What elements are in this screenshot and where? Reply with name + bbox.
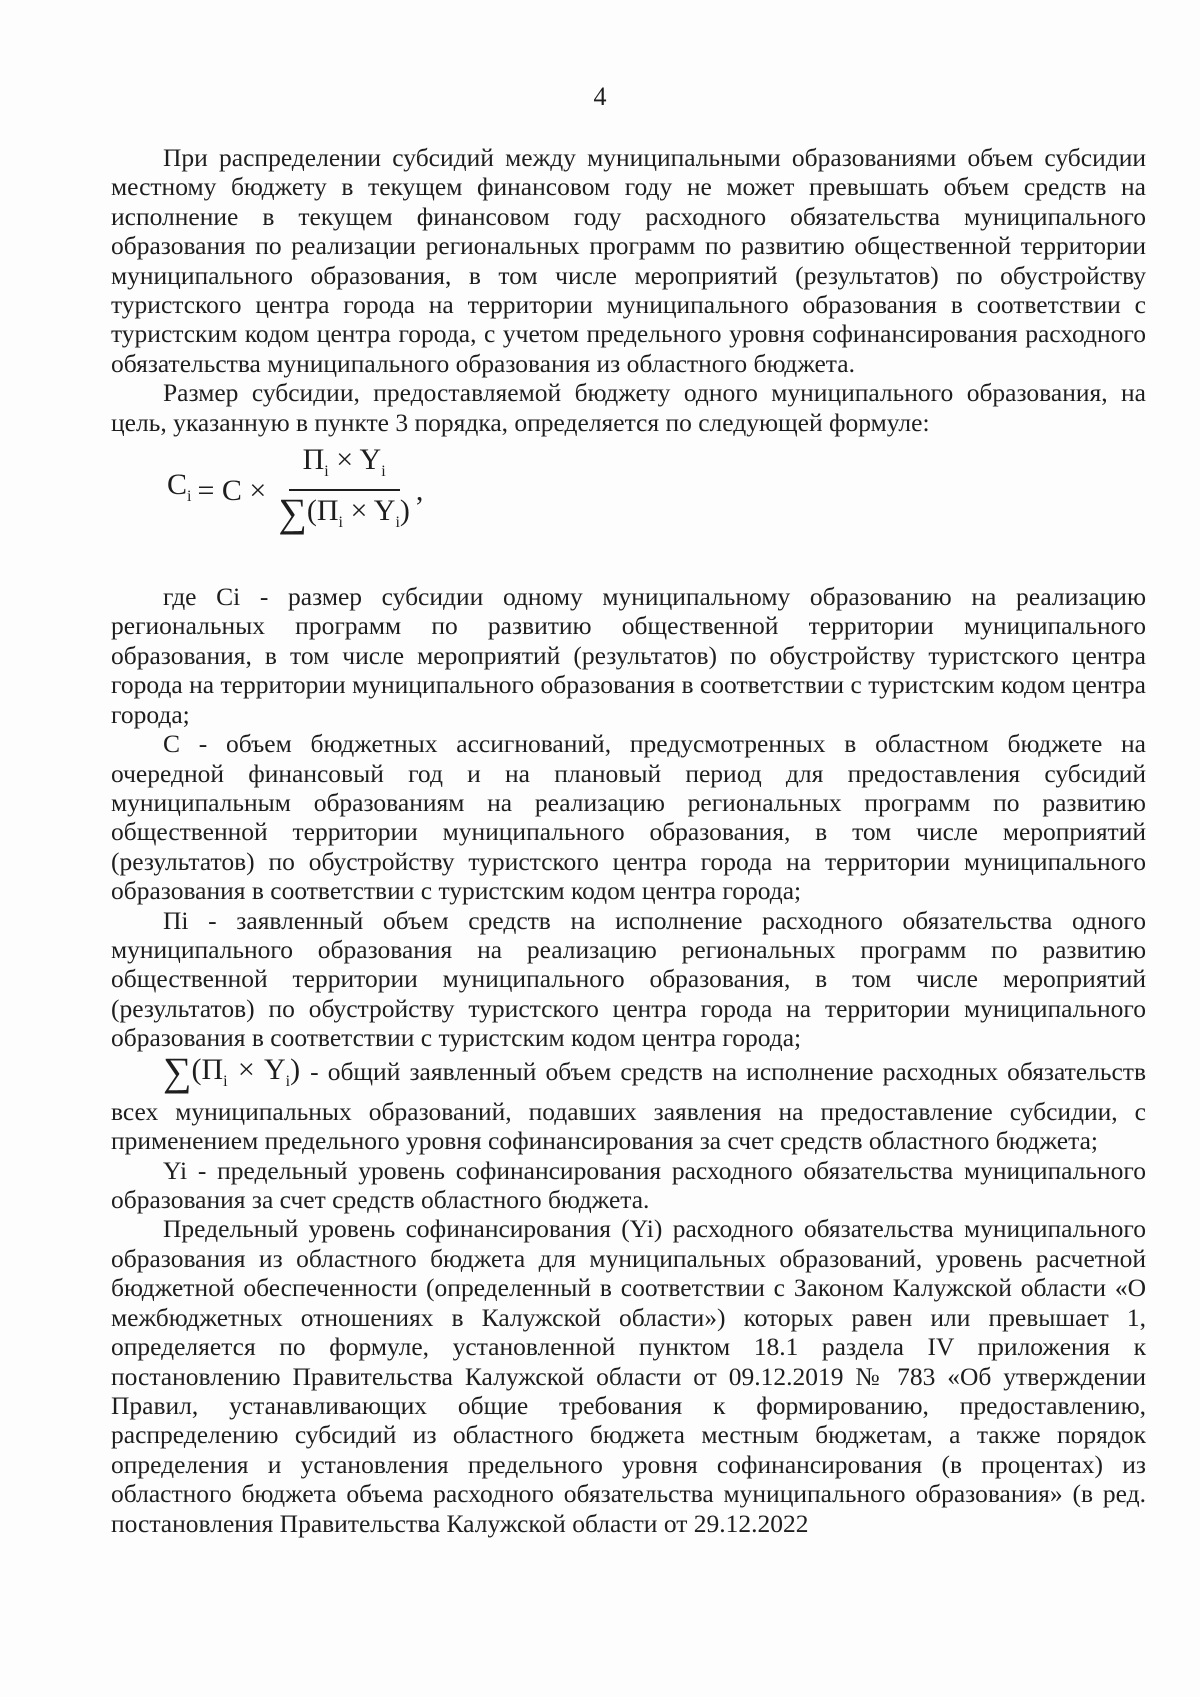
document-body: [111, 143, 1146, 1538]
formula-equals: = C ×: [197, 474, 267, 508]
formula-comma: ,: [415, 474, 424, 508]
paragraph-def-sum: [111, 1049, 1146, 1156]
formula-fraction: [278, 445, 410, 537]
formula-lhs: $C_i$: [167, 468, 192, 506]
formula-numerator: $П_i \times Y_i$: [289, 445, 400, 490]
paragraph-subsidy-size: Размер субсидии, предоставляемой бюджету одного муниципального образования, на цель, указанную в пункте 3 порядка, определяется по следующей формуле:: [111, 378, 1146, 437]
formula-block: [111, 441, 1146, 546]
page-number: 4: [593, 82, 607, 111]
paragraph-cofinancing-level: Предельный уровень софинансирования (Yi) расходного обязательства муниципального образования из областного бюджета для муниципальных образований, уровень расчетной бюджетной обеспеченности (определенный в соответствии с Законом Калужской области «О межбюджетных отношениях в Калужской области») которых равен или превышает 1, определяется по формуле, установленной пунктом 18.1 раздела IV приложения к постановлению Правительства Калужской области от 09.12.2019 № 783 «Об утверждении Правил, устанавливающих общие требования к формированию, предоставлению, распределению субсидий из областного бюджета местным бюджетам, а также порядок определения и установления предельного уровня софинансирования (в процентах) из областного бюджета объема расходного обязательства муниципального образования» (в ред. постановления Правительства Калужской области от 29.12.2022: [111, 1214, 1146, 1538]
paragraph-def-sum-text: - общий заявленный объем средств на исполнение расходных обязательств всех муниципальных образований, подавших заявления на предоставление субсидии, с применением предельного уровня софинансирования за счет средств областного бюджета;: [111, 1056, 1146, 1156]
paragraph-def-pi: Пi - заявленный объем средств на исполнение расходного обязательства одного муниципального образования на реализацию региональных программ по развитию общественной территории муниципального образования, в том числе мероприятий (результатов) по обустройству туристского центра города на территории муниципального образования в соответствии с туристским кодом центра города;: [111, 905, 1146, 1053]
subsidy-formula: [167, 441, 423, 541]
inline-sum-formula: $\sum(П_i \times Y_i)$: [163, 1049, 301, 1095]
paragraph-subsidy-limit: При распределении субсидий между муниципальными образованиями объем субсидии местному бюджету в текущем финансовом году не может превышать объем средств на исполнение в текущем финансовом году расходного обязательства муниципального образования по реализации региональных программ по развитию общественной территории муниципального образования, в том числе мероприятий (результатов) по обустройству туристского центра города на территории муниципального образования в соответствии с туристским кодом центра города, с учетом предельного уровня софинансирования расходного обязательства муниципального образования из областного бюджета.: [111, 143, 1146, 378]
formula-denominator: $\sum(П_i \times Y_i)$: [278, 489, 410, 535]
paragraph-def-yi: Yi - предельный уровень софинансирования расходного обязательства муниципального образования за счет средств областного бюджета.: [111, 1155, 1146, 1215]
paragraph-def-c: C - объем бюджетных ассигнований, предусмотренных в областном бюджете на очередной финансовый год и на плановый период для предоставления субсидий муниципальным образованиям на реализацию региональных программ по развитию общественной территории муниципального образования, в том числе мероприятий (результатов) по обустройству туристского центра города на территории муниципального образования в соответствии с туристским кодом центра города;: [111, 729, 1146, 906]
paragraph-def-ci: где Ci - размер субсидии одному муниципальному образованию на реализацию региональных программ по развитию общественной территории муниципального образования, в том числе мероприятий (результатов) по обустройству туристского центра города на территории муниципального образования в соответствии с туристским кодом центра города;: [111, 582, 1146, 729]
